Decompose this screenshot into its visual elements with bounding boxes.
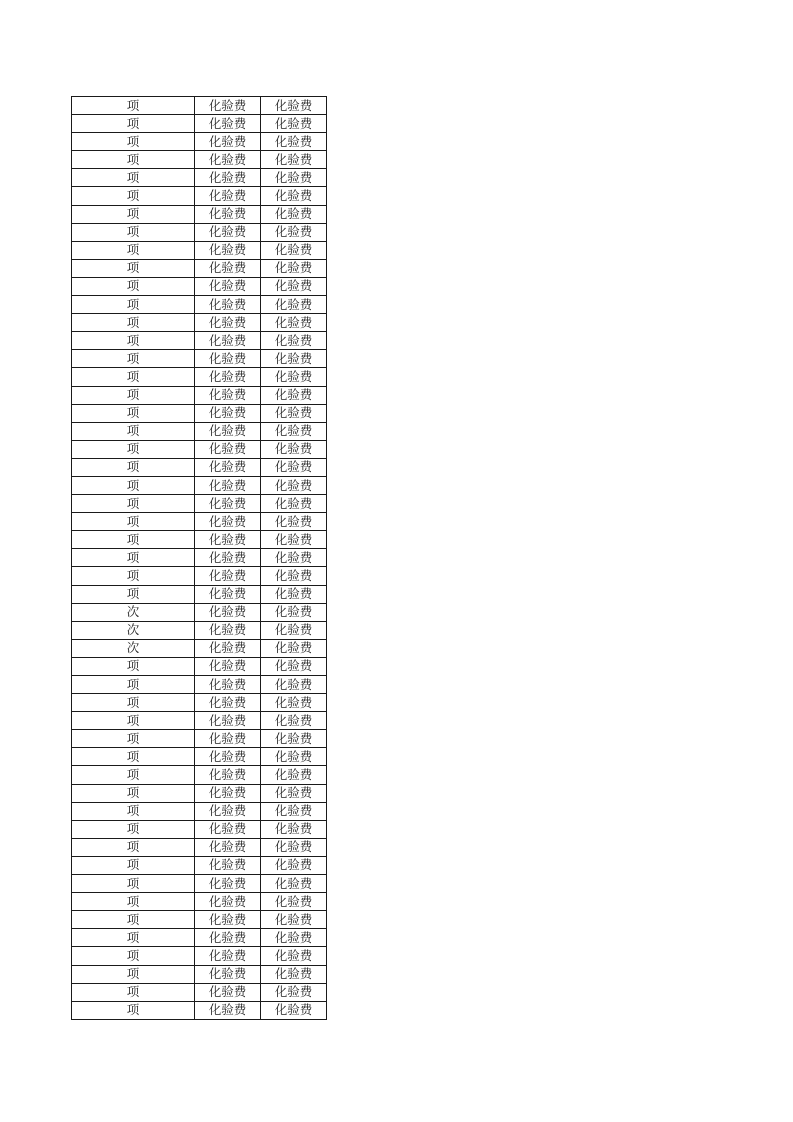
fee-category-cell: 化验费	[195, 621, 261, 639]
unit-cell: 项	[72, 567, 195, 585]
table-row	[72, 585, 327, 603]
fee-category-cell: 化验费	[195, 1001, 261, 1019]
fee-table	[71, 96, 327, 1020]
fee-category-cell: 化验费	[195, 422, 261, 440]
fee-category-cell: 化验费	[195, 603, 261, 621]
fee-type-cell: 化验费	[261, 838, 327, 856]
table-row	[72, 115, 327, 133]
table-row	[72, 856, 327, 874]
fee-type-cell: 化验费	[261, 947, 327, 965]
fee-type-cell: 化验费	[261, 476, 327, 494]
fee-category-cell: 化验费	[195, 296, 261, 314]
unit-cell: 项	[72, 676, 195, 694]
fee-type-cell: 化验费	[261, 368, 327, 386]
fee-category-cell: 化验费	[195, 585, 261, 603]
fee-category-cell: 化验费	[195, 766, 261, 784]
unit-cell: 项	[72, 875, 195, 893]
fee-type-cell: 化验费	[261, 241, 327, 259]
fee-type-cell: 化验费	[261, 259, 327, 277]
unit-cell: 项	[72, 730, 195, 748]
unit-cell: 项	[72, 332, 195, 350]
table-row	[72, 929, 327, 947]
fee-category-cell: 化验费	[195, 639, 261, 657]
fee-type-cell: 化验费	[261, 911, 327, 929]
table-row	[72, 404, 327, 422]
unit-cell: 项	[72, 802, 195, 820]
fee-category-cell: 化验费	[195, 350, 261, 368]
fee-type-cell: 化验费	[261, 404, 327, 422]
fee-type-cell: 化验费	[261, 332, 327, 350]
fee-type-cell: 化验费	[261, 187, 327, 205]
unit-cell: 项	[72, 314, 195, 332]
fee-category-cell: 化验费	[195, 314, 261, 332]
table-row	[72, 332, 327, 350]
fee-type-cell: 化验费	[261, 802, 327, 820]
fee-type-cell: 化验费	[261, 422, 327, 440]
fee-category-cell: 化验费	[195, 947, 261, 965]
unit-cell: 项	[72, 241, 195, 259]
fee-type-cell: 化验费	[261, 169, 327, 187]
fee-type-cell: 化验费	[261, 205, 327, 223]
fee-category-cell: 化验费	[195, 97, 261, 115]
fee-category-cell: 化验费	[195, 187, 261, 205]
fee-category-cell: 化验费	[195, 965, 261, 983]
unit-cell: 项	[72, 151, 195, 169]
fee-type-cell: 化验费	[261, 223, 327, 241]
fee-type-cell: 化验费	[261, 513, 327, 531]
table-row	[72, 205, 327, 223]
fee-type-cell: 化验费	[261, 386, 327, 404]
unit-cell: 项	[72, 929, 195, 947]
fee-category-cell: 化验费	[195, 133, 261, 151]
fee-category-cell: 化验费	[195, 820, 261, 838]
table-row	[72, 259, 327, 277]
table-row	[72, 476, 327, 494]
table-row	[72, 350, 327, 368]
unit-cell: 项	[72, 440, 195, 458]
table-row	[72, 422, 327, 440]
table-row	[72, 603, 327, 621]
table-row	[72, 495, 327, 513]
unit-cell: 项	[72, 97, 195, 115]
table-row	[72, 314, 327, 332]
table-row	[72, 748, 327, 766]
table-row	[72, 911, 327, 929]
fee-category-cell: 化验费	[195, 549, 261, 567]
fee-category-cell: 化验费	[195, 277, 261, 295]
unit-cell: 项	[72, 784, 195, 802]
fee-category-cell: 化验费	[195, 784, 261, 802]
fee-type-cell: 化验费	[261, 151, 327, 169]
table-row	[72, 440, 327, 458]
unit-cell: 项	[72, 965, 195, 983]
unit-cell: 项	[72, 458, 195, 476]
fee-category-cell: 化验费	[195, 368, 261, 386]
unit-cell: 项	[72, 350, 195, 368]
unit-cell: 项	[72, 911, 195, 929]
fee-category-cell: 化验费	[195, 929, 261, 947]
unit-cell: 项	[72, 476, 195, 494]
table-row	[72, 657, 327, 675]
fee-type-cell: 化验费	[261, 748, 327, 766]
fee-category-cell: 化验费	[195, 875, 261, 893]
unit-cell: 项	[72, 187, 195, 205]
table-row	[72, 947, 327, 965]
fee-category-cell: 化验费	[195, 838, 261, 856]
table-row	[72, 169, 327, 187]
fee-category-cell: 化验费	[195, 911, 261, 929]
fee-type-cell: 化验费	[261, 458, 327, 476]
table-row	[72, 241, 327, 259]
table-row	[72, 368, 327, 386]
fee-type-cell: 化验费	[261, 567, 327, 585]
fee-type-cell: 化验费	[261, 730, 327, 748]
fee-category-cell: 化验费	[195, 513, 261, 531]
fee-type-cell: 化验费	[261, 657, 327, 675]
table-row	[72, 223, 327, 241]
unit-cell: 项	[72, 585, 195, 603]
table-row	[72, 875, 327, 893]
fee-type-cell: 化验费	[261, 314, 327, 332]
fee-type-cell: 化验费	[261, 983, 327, 1001]
fee-type-cell: 化验费	[261, 856, 327, 874]
fee-category-cell: 化验费	[195, 495, 261, 513]
unit-cell: 项	[72, 1001, 195, 1019]
fee-type-cell: 化验费	[261, 133, 327, 151]
table-row	[72, 567, 327, 585]
table-row	[72, 277, 327, 295]
fee-type-cell: 化验费	[261, 549, 327, 567]
table-row	[72, 513, 327, 531]
unit-cell: 项	[72, 820, 195, 838]
fee-type-cell: 化验费	[261, 97, 327, 115]
fee-category-cell: 化验费	[195, 657, 261, 675]
unit-cell: 项	[72, 386, 195, 404]
table-row	[72, 893, 327, 911]
unit-cell: 项	[72, 404, 195, 422]
fee-category-cell: 化验费	[195, 440, 261, 458]
fee-category-cell: 化验费	[195, 476, 261, 494]
fee-category-cell: 化验费	[195, 856, 261, 874]
table-row	[72, 983, 327, 1001]
unit-cell: 项	[72, 657, 195, 675]
fee-type-cell: 化验费	[261, 531, 327, 549]
fee-category-cell: 化验费	[195, 802, 261, 820]
fee-type-cell: 化验费	[261, 277, 327, 295]
table-row	[72, 784, 327, 802]
fee-type-cell: 化验费	[261, 296, 327, 314]
fee-type-cell: 化验费	[261, 350, 327, 368]
table-row	[72, 97, 327, 115]
fee-type-cell: 化验费	[261, 820, 327, 838]
table-row	[72, 621, 327, 639]
unit-cell: 项	[72, 712, 195, 730]
unit-cell: 项	[72, 947, 195, 965]
unit-cell: 项	[72, 531, 195, 549]
fee-category-cell: 化验费	[195, 676, 261, 694]
fee-type-cell: 化验费	[261, 893, 327, 911]
unit-cell: 项	[72, 259, 195, 277]
unit-cell: 项	[72, 296, 195, 314]
fee-category-cell: 化验费	[195, 169, 261, 187]
fee-type-cell: 化验费	[261, 639, 327, 657]
table-row	[72, 296, 327, 314]
fee-category-cell: 化验费	[195, 332, 261, 350]
unit-cell: 项	[72, 748, 195, 766]
fee-type-cell: 化验费	[261, 621, 327, 639]
table-row	[72, 133, 327, 151]
fee-category-cell: 化验费	[195, 983, 261, 1001]
fee-category-cell: 化验费	[195, 205, 261, 223]
fee-category-cell: 化验费	[195, 893, 261, 911]
unit-cell: 项	[72, 133, 195, 151]
fee-category-cell: 化验费	[195, 404, 261, 422]
fee-type-cell: 化验费	[261, 712, 327, 730]
fee-type-cell: 化验费	[261, 603, 327, 621]
unit-cell: 项	[72, 694, 195, 712]
table-row	[72, 712, 327, 730]
unit-cell: 项	[72, 766, 195, 784]
table-row	[72, 639, 327, 657]
table-row	[72, 802, 327, 820]
fee-category-cell: 化验费	[195, 241, 261, 259]
table-row	[72, 820, 327, 838]
table-row	[72, 151, 327, 169]
fee-type-cell: 化验费	[261, 585, 327, 603]
fee-category-cell: 化验费	[195, 730, 261, 748]
unit-cell: 次	[72, 603, 195, 621]
unit-cell: 项	[72, 115, 195, 133]
unit-cell: 项	[72, 205, 195, 223]
fee-category-cell: 化验费	[195, 694, 261, 712]
table-row	[72, 187, 327, 205]
unit-cell: 次	[72, 639, 195, 657]
unit-cell: 项	[72, 277, 195, 295]
unit-cell: 项	[72, 856, 195, 874]
fee-category-cell: 化验费	[195, 151, 261, 169]
fee-type-cell: 化验费	[261, 495, 327, 513]
table-row	[72, 694, 327, 712]
table-row	[72, 531, 327, 549]
fee-category-cell: 化验费	[195, 115, 261, 133]
table-row	[72, 838, 327, 856]
table-row	[72, 766, 327, 784]
fee-type-cell: 化验费	[261, 1001, 327, 1019]
fee-type-cell: 化验费	[261, 766, 327, 784]
fee-type-cell: 化验费	[261, 965, 327, 983]
unit-cell: 项	[72, 549, 195, 567]
fee-category-cell: 化验费	[195, 712, 261, 730]
unit-cell: 次	[72, 621, 195, 639]
unit-cell: 项	[72, 495, 195, 513]
fee-category-cell: 化验费	[195, 531, 261, 549]
fee-category-cell: 化验费	[195, 748, 261, 766]
table-row	[72, 458, 327, 476]
table-row	[72, 676, 327, 694]
fee-category-cell: 化验费	[195, 386, 261, 404]
fee-table-body	[72, 97, 327, 1020]
fee-type-cell: 化验费	[261, 694, 327, 712]
unit-cell: 项	[72, 223, 195, 241]
unit-cell: 项	[72, 983, 195, 1001]
unit-cell: 项	[72, 368, 195, 386]
fee-category-cell: 化验费	[195, 567, 261, 585]
fee-type-cell: 化验费	[261, 784, 327, 802]
fee-type-cell: 化验费	[261, 875, 327, 893]
table-row	[72, 730, 327, 748]
table-row	[72, 386, 327, 404]
table-row	[72, 549, 327, 567]
unit-cell: 项	[72, 513, 195, 531]
unit-cell: 项	[72, 422, 195, 440]
fee-type-cell: 化验费	[261, 115, 327, 133]
fee-category-cell: 化验费	[195, 259, 261, 277]
unit-cell: 项	[72, 893, 195, 911]
fee-type-cell: 化验费	[261, 440, 327, 458]
fee-type-cell: 化验费	[261, 676, 327, 694]
fee-category-cell: 化验费	[195, 458, 261, 476]
fee-type-cell: 化验费	[261, 929, 327, 947]
table-row	[72, 965, 327, 983]
fee-category-cell: 化验费	[195, 223, 261, 241]
unit-cell: 项	[72, 169, 195, 187]
table-row	[72, 1001, 327, 1019]
unit-cell: 项	[72, 838, 195, 856]
